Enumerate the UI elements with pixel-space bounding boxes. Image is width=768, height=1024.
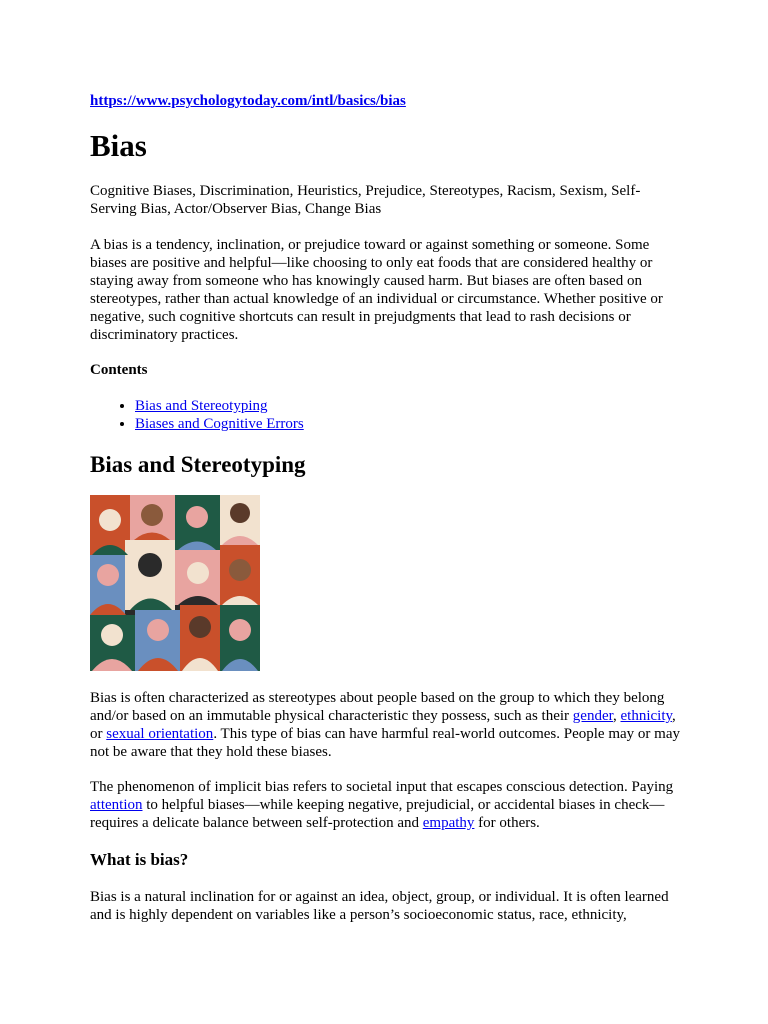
- ethnicity-link[interactable]: ethnicity: [620, 708, 673, 724]
- stereotyping-paragraph: [90, 689, 680, 761]
- text-span: , or: [90, 708, 676, 742]
- what-is-bias-paragraph: Bias is a natural inclination for or against an idea, object, group, or individual. It is often learned and is highly dependent on variables like a person’s socioeconomic status, race, ethnicity,: [90, 889, 669, 923]
- intro-paragraph: A bias is a tendency, inclination, or prejudice toward or against something or someone. Some biases are positive and helpful—like choosing to only eat foods that are considered healthy or staying away from someone who has knowingly caused harm. But biases are often based on stereotypes, rather than actual knowledge of an individual or circumstance. Whether positive or negative, such cognitive shortcuts can result in prejudgments that lead to rash decisions or discriminatory practices.: [90, 237, 663, 343]
- tags-line: Cognitive Biases, Discrimination, Heuristics, Prejudice, Stereotypes, Racism, Sexism, Self-Serving Bias, Actor/Observer Bias, Change Bias: [90, 183, 641, 217]
- sexual-orientation-link[interactable]: sexual orientation: [106, 726, 214, 742]
- section-heading: Bias and Stereotyping: [90, 452, 306, 477]
- text-span: for others.: [474, 815, 540, 831]
- source-url-link[interactable]: https://www.psychologytoday.com/intl/basics/bias: [90, 93, 406, 109]
- crowd-illustration: [90, 495, 260, 671]
- text-span: Bias is often characterized as stereotypes about people based on the group to which they belong and/or based on an immutable physical characteristic they possess, such as their: [90, 690, 665, 724]
- page-title: Bias: [90, 128, 147, 163]
- toc-link-biases-and-cognitive-errors[interactable]: Biases and Cognitive Errors: [135, 416, 304, 432]
- toc-link-bias-and-stereotyping[interactable]: Bias and Stereotyping: [135, 398, 268, 414]
- text-span: The phenomenon of implicit bias refers to societal input that escapes conscious detection. Paying: [90, 779, 674, 795]
- toc-item: [135, 415, 304, 433]
- what-is-bias-heading: What is bias?: [90, 850, 189, 869]
- gender-link[interactable]: gender: [572, 708, 613, 724]
- contents-heading: Contents: [90, 362, 148, 378]
- text-span: to helpful biases—while keeping negative, prejudicial, or accidental biases in check—requires a delicate balance between self-protection and: [90, 797, 665, 831]
- empathy-link[interactable]: empathy: [422, 815, 475, 831]
- implicit-bias-paragraph: [90, 778, 680, 832]
- text-span: . This type of bias can have harmful real-world outcomes. People may or may not be aware that they hold these biases.: [90, 726, 680, 760]
- table-of-contents: [90, 397, 304, 433]
- text-span: ,: [613, 708, 621, 724]
- toc-item: [135, 397, 304, 415]
- attention-link[interactable]: attention: [90, 797, 143, 813]
